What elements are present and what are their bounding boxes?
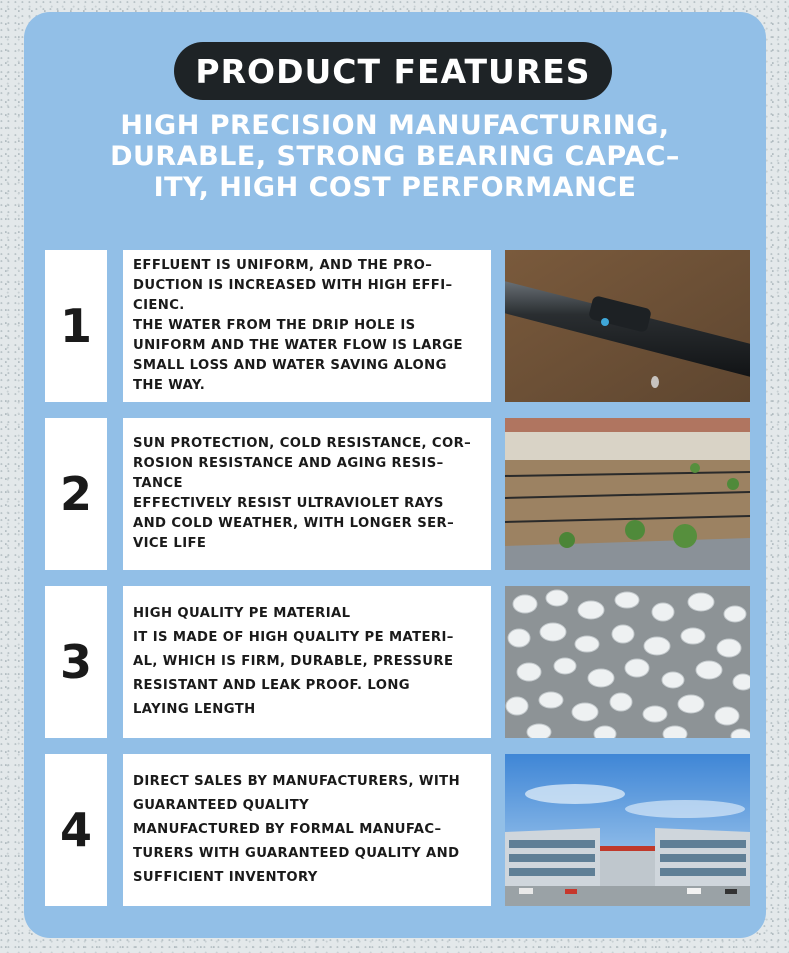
feature-description [123,586,491,738]
feature-number: 1 [45,250,107,402]
feature-number: 2 [45,418,107,570]
factory-building-photo [505,754,750,906]
feature-row-1 [45,250,750,402]
feature-line: EFFECTIVELY RESIST ULTRAVIOLET RAYS AND COLD WEATHER, WITH LONGER SER– VICE LIFE [133,496,455,551]
feature-row-2 [45,418,750,570]
feature-line: THE WATER FROM THE DRIP HOLE IS UNIFORM AND THE WATER FLOW IS LARGE SMALL LOSS AND WATER SAVING ALONG THE WAY. [133,318,463,393]
feature-description [123,418,491,570]
drip-pipe-photo [505,250,750,402]
feature-row-3 [45,586,750,738]
field-drip-lines-photo [505,418,750,570]
feature-line: DIRECT SALES BY MANUFACTURERS, WITH GUARANTEED QUALITY [133,774,461,813]
feature-number: 4 [45,754,107,906]
features-subtitle: HIGH PRECISION MANUFACTURING, DURABLE, STRONG BEARING CAPAC– ITY, HIGH COST PERFORMANCE [110,110,680,203]
product-features-badge [174,42,612,100]
pe-pellets-photo [505,586,750,738]
feature-line: HIGH QUALITY PE MATERIAL [133,606,351,621]
feature-row-4 [45,754,750,906]
feature-description [123,754,491,906]
feature-line: MANUFACTURED BY FORMAL MANUFAC– TURERS WITH GUARANTEED QUALITY AND SUFFICIENT INVENTORY [133,822,460,885]
feature-number: 3 [45,586,107,738]
feature-description [123,250,491,402]
feature-line: EFFLUENT IS UNIFORM, AND THE PRO– DUCTION IS INCREASED WITH HIGH EFFI– CIENC. [133,258,453,313]
badge-title: PRODUCT FEATURES [195,51,591,91]
feature-line: IT IS MADE OF HIGH QUALITY PE MATERI– AL, WHICH IS FIRM, DURABLE, PRESSURE RESISTANT AND LEAK PROOF. LONG LAYING LENGTH [133,630,454,717]
feature-line: SUN PROTECTION, COLD RESISTANCE, COR– ROSION RESISTANCE AND AGING RESIS– TANCE [133,436,472,491]
